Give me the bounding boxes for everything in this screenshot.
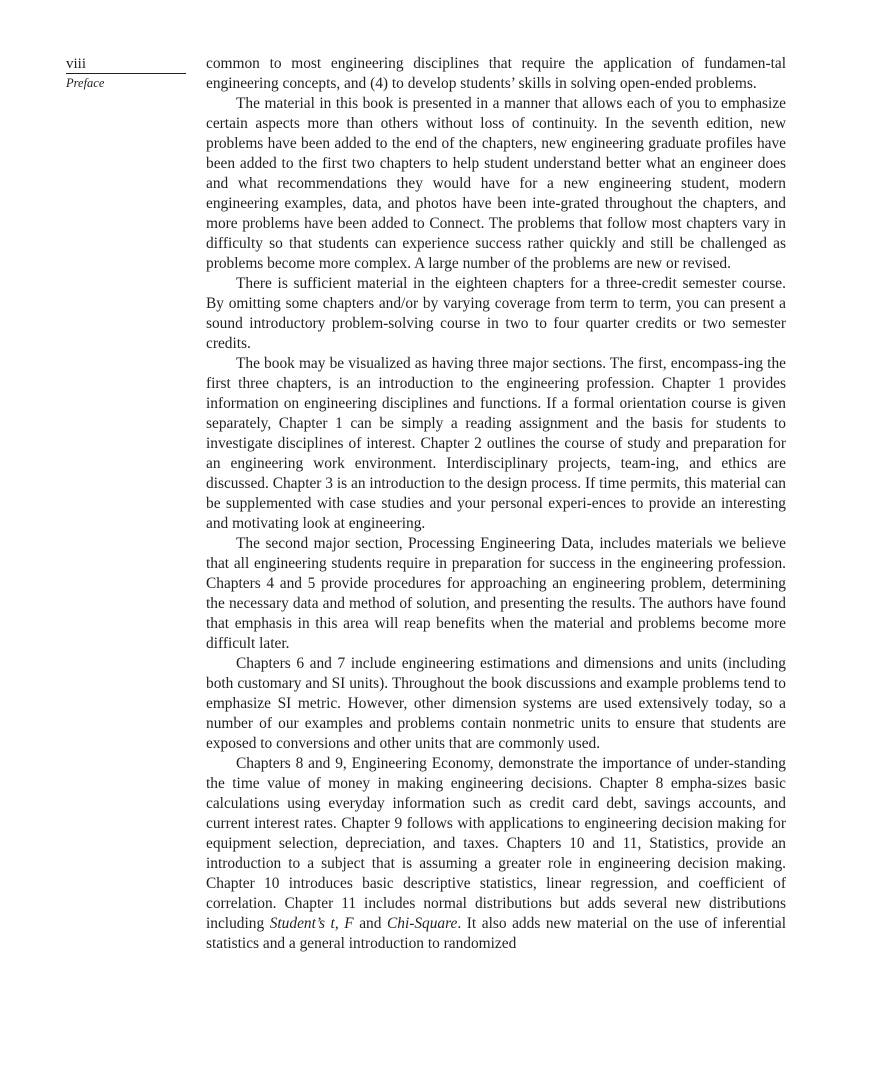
text-segment: The second major section, Processing Engineering Data, includes materials we believe that all engineering students require in preparation for success in the engineering profession. Chapters 4 and 5 provide procedures for approaching an engineering problem, determining the necessary data and method of solution, and presenting the results. The authors have found that emphasis in this area will reap benefits when the material and problems become more difficult later. — [206, 535, 786, 652]
body-text — [206, 54, 786, 954]
paragraph — [206, 754, 786, 954]
text-segment-italic: Chi-Square — [386, 915, 458, 932]
text-segment: Chapters 8 and 9, Engineering Economy, demonstrate the importance of under-standing the time value of money in making engineering decisions. Chapter 8 empha-sizes basic calculations using everyday information such as credit card debt, savings accounts, and current interest rates. Chapter 9 follows with applications to engineering decision making for equipment selection, depreciation, and taxes. Chapters 10 and 11, Statistics, provide an introduction to a subject that is assuming a greater role in engineering decision making. Chapter 10 introduces basic descriptive statistics, linear regression, and coefficient of correlation. Chapter 11 includes normal distributions but adds several new distributions including — [206, 755, 786, 932]
running-head: Preface — [66, 76, 105, 90]
text-segment: The material in this book is presented in a manner that allows each of you to emphasize certain aspects more than others without loss of continuity. In the seventh edition, new problems have been added to the end of the chapters, new engineering graduate profiles have been added to the first two chapters to help student understand better what an engineer does and what recommendations they would have for a new engineering student, modern engineering examples, data, and photos have been inte-grated throughout the chapters, and more problems have been added to Connect. The problems that follow most chapters vary in difficulty so that students can experience success rather quickly and still be challenged as problems become more complex. A large number of the problems are new or revised. — [206, 95, 786, 272]
text-segment: common to most engineering disciplines that require the application of fundamen-tal engineering concepts, and (4) to develop students’ skills in solving open-ended problems. — [206, 55, 786, 92]
text-segment: and — [353, 915, 387, 932]
text-segment-italic: Student’s t, F — [269, 915, 354, 932]
page-number: viii — [66, 56, 186, 74]
paragraph — [206, 94, 786, 274]
paragraph — [206, 534, 786, 654]
paragraph — [206, 654, 786, 754]
paragraph — [206, 274, 786, 354]
page-margin-header — [66, 56, 186, 91]
paragraph — [206, 354, 786, 534]
text-segment: The book may be visualized as having three major sections. The first, encompass-ing the first three chapters, is an introduction to the engineering profession. Chapter 1 provides information on engineering disciplines and functions. If a formal orientation course is given separately, Chapter 1 can be simply a reading assignment and the basis for students to investigate disciplines of interest. Chapter 2 outlines the course of study and preparation for an engineering work environment. Interdisciplinary projects, team-ing, and ethics are discussed. Chapter 3 is an introduction to the design process. If time permits, this material can be supplemented with case studies and your personal experi-ences to provide an interesting and motivating look at engineering. — [206, 355, 786, 532]
text-segment: . It also adds new material on the use of inferential statistics and a general introduction to randomized — [206, 915, 787, 952]
text-segment: There is sufficient material in the eighteen chapters for a three-credit semester course. By omitting some chapters and/or by varying coverage from term to term, you can present a sound introductory problem-solving course in two to four quarter credits or two semester credits. — [206, 275, 786, 352]
text-segment: Chapters 6 and 7 include engineering estimations and dimensions and units (including both customary and SI units). Throughout the book discussions and example problems tend to emphasize SI metric. However, other dimension systems are used extensively today, so a number of our examples and problems contain nonmetric units to ensure that students are exposed to conversions and other units that are commonly used. — [206, 655, 786, 752]
paragraph — [206, 54, 786, 94]
